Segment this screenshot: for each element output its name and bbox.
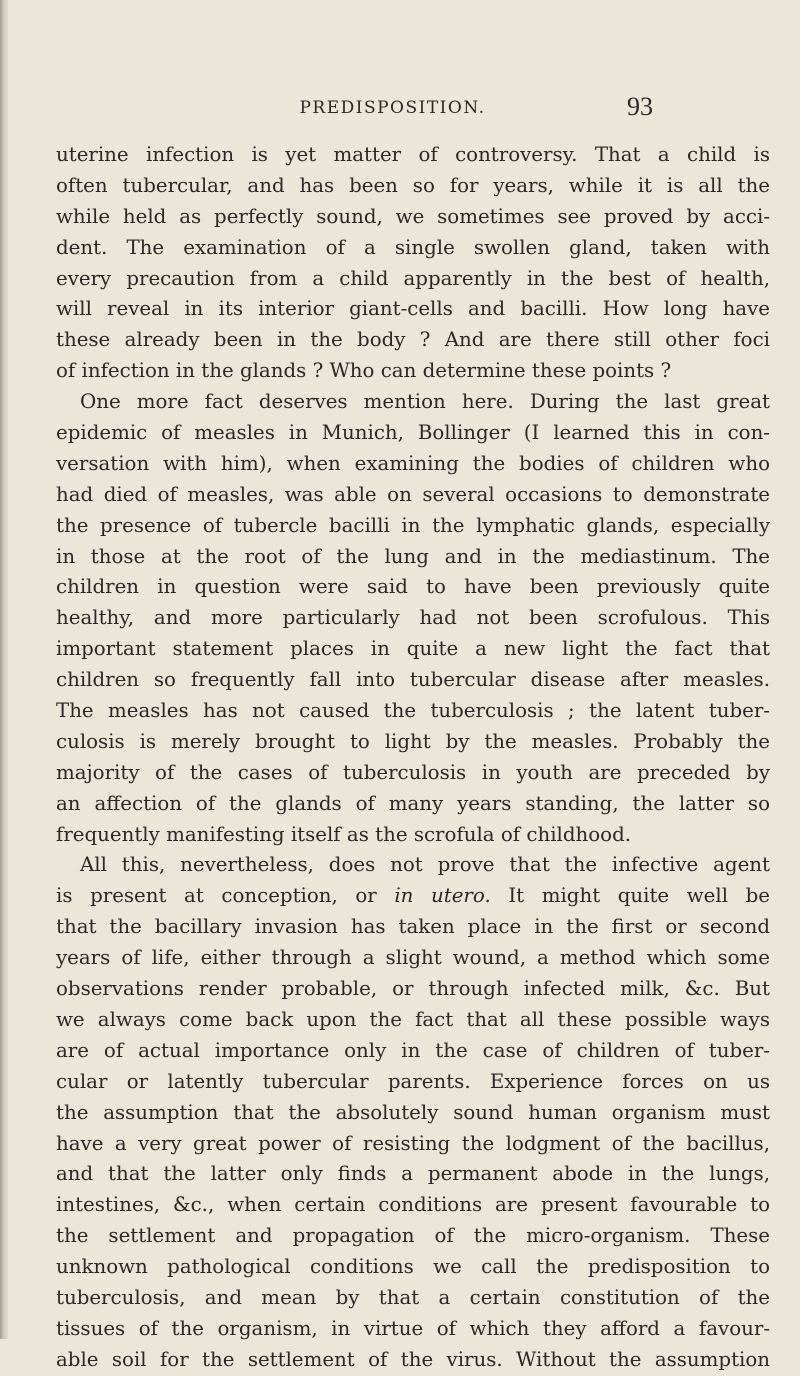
page-number: 93 [627,92,653,121]
text-line: All this, nevertheless, does not prove that the infective agent [80,853,770,877]
text-line: the presence of tubercle bacilli in the lymphatic glands, especially [56,513,770,537]
text-line: dent. The examination of a single swollen gland, taken with [56,235,770,259]
text-line: observations render probable, or through infected milk, &c. But [56,977,770,1001]
text-line: unknown pathological conditions we call the predisposition to [56,1255,770,1279]
text-segment: is present at conception, or [56,884,377,908]
text-line: have a very great power of resisting the lodgment of the bacillus, [56,1131,770,1155]
italic-phrase: in utero. [394,884,491,908]
text-line: will reveal in its interior giant-cells and bacilli. How long have [56,297,770,321]
text-line: we always come back upon the fact that all these possible ways [56,1007,770,1031]
running-head [140,92,653,132]
text-line: are of actual importance only in the case of children of tuber- [56,1038,770,1062]
text-line: that the bacillary invasion has taken place in the first or second [56,915,770,939]
text-line: able soil for the settlement of the virus. Without the assumption [56,1347,770,1371]
text-line: The measles has not caused the tuberculosis ; the latent tuber- [56,699,770,723]
text-line: these already been in the body ? And are there still other foci [56,328,770,352]
text-line: years of life, either through a slight wound, a method which some [56,946,770,970]
page-spine-edge [0,0,8,1339]
running-head-title: PREDISPOSITION. [299,98,486,118]
text-line: every precaution from a child apparently in the best of health, [56,266,770,290]
text-line: culosis is merely brought to light by the measles. Probably the [56,729,770,753]
text-line: uterine infection is yet matter of controversy. That a child is [56,143,770,166]
text-line: had died of measles, was able on several occasions to demonstrate [56,482,770,506]
text-line: frequently manifesting itself as the scrofula of childhood. [56,822,632,846]
text-line: the assumption that the absolutely sound human organism must [56,1100,770,1124]
text-line: versation with him), when examining the bodies of children who [56,451,770,475]
text-line: and that the latter only finds a permanent abode in the lungs, [56,1162,770,1186]
text-line: important statement places in quite a new light the fact that [56,637,770,661]
text-line: of infection in the glands ? Who can determine these points ? [56,359,672,383]
text-line: in those at the root of the lung and in the mediastinum. The [56,544,770,568]
text-line: children so frequently fall into tubercular disease after measles. [56,668,770,692]
text-line: often tubercular, and has been so for years, while it is all the [56,173,770,197]
text-line: epidemic of measles in Munich, Bollinger (I learned this in con- [56,421,770,445]
text-line: healthy, and more particularly had not been scrofulous. This [56,606,770,630]
text-line-with-italic [56,881,770,912]
text-line: tuberculosis, and mean by that a certain constitution of the [56,1285,770,1309]
text-line: the settlement and propagation of the micro-organism. These [56,1224,770,1248]
text-line: cular or latently tubercular parents. Experience forces on us [56,1069,770,1093]
text-line: intestines, &c., when certain conditions are present favourable to [56,1193,770,1217]
text-line: children in question were said to have been previously quite [56,575,770,599]
text-line: tissues of the organism, in virtue of which they afford a favour- [56,1316,770,1340]
body-text [56,140,770,1376]
text-line: an affection of the glands of many years standing, the latter so [56,791,770,815]
text-line: One more fact deserves mention here. During the last great [80,390,770,414]
text-line: majority of the cases of tuberculosis in youth are preceded by [56,760,770,784]
text-line: while held as perfectly sound, we sometimes see proved by acci- [56,204,770,228]
text-segment: It might quite well be [508,884,770,908]
